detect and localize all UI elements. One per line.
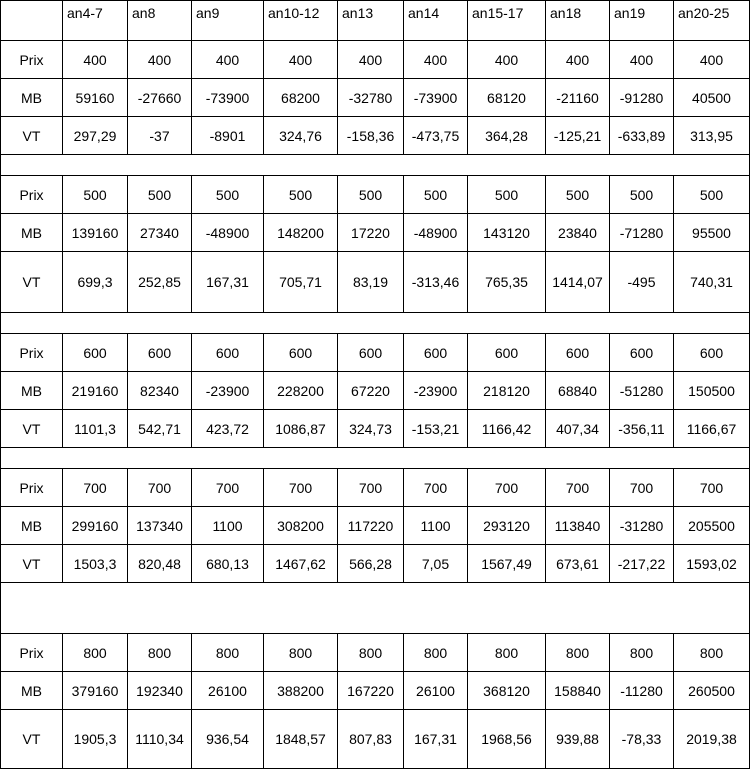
value-cell: 252,85 <box>128 252 192 313</box>
value-cell: 17220 <box>338 214 404 252</box>
value-cell: -51280 <box>610 372 674 410</box>
row-label: Prix <box>1 469 63 507</box>
value-cell: 800 <box>338 634 404 672</box>
value-cell: 400 <box>192 41 264 79</box>
value-cell: 800 <box>468 634 546 672</box>
table-row <box>1 214 750 252</box>
separator-cell <box>1 155 750 176</box>
value-cell: 7,05 <box>404 545 468 583</box>
value-cell: 113840 <box>546 507 610 545</box>
table-row <box>1 41 750 79</box>
table-row <box>1 545 750 583</box>
value-cell: 1100 <box>404 507 468 545</box>
value-cell: 400 <box>404 41 468 79</box>
row-label: VT <box>1 117 63 155</box>
value-cell: 68120 <box>468 79 546 117</box>
value-cell: 600 <box>63 334 128 372</box>
value-cell: 600 <box>192 334 264 372</box>
value-cell: 150500 <box>674 372 750 410</box>
value-cell: 500 <box>338 176 404 214</box>
value-cell: 400 <box>610 41 674 79</box>
value-cell: 324,73 <box>338 410 404 448</box>
value-cell: 500 <box>468 176 546 214</box>
value-cell: 1110,34 <box>128 710 192 769</box>
value-cell: 1166,67 <box>674 410 750 448</box>
value-cell: -23900 <box>404 372 468 410</box>
value-cell: 936,54 <box>192 710 264 769</box>
value-cell: 297,29 <box>63 117 128 155</box>
value-cell: 1567,49 <box>468 545 546 583</box>
value-cell: -48900 <box>192 214 264 252</box>
value-cell: 313,95 <box>674 117 750 155</box>
value-cell: 600 <box>674 334 750 372</box>
value-cell: 67220 <box>338 372 404 410</box>
row-label: MB <box>1 372 63 410</box>
value-cell: 40500 <box>674 79 750 117</box>
table-row <box>1 469 750 507</box>
table-row <box>1 710 750 769</box>
table-body <box>1 1 750 769</box>
separator-cell <box>1 313 750 334</box>
value-cell: 299160 <box>63 507 128 545</box>
value-cell: 400 <box>546 41 610 79</box>
value-cell: 308200 <box>264 507 338 545</box>
value-cell: 260500 <box>674 672 750 710</box>
table-row <box>1 372 750 410</box>
value-cell: 600 <box>546 334 610 372</box>
value-cell: -153,21 <box>404 410 468 448</box>
value-cell: 83,19 <box>338 252 404 313</box>
value-cell: 228200 <box>264 372 338 410</box>
table-row <box>1 79 750 117</box>
value-cell: -73900 <box>192 79 264 117</box>
row-label: Prix <box>1 41 63 79</box>
value-cell: 1968,56 <box>468 710 546 769</box>
value-cell: 600 <box>128 334 192 372</box>
value-cell: 192340 <box>128 672 192 710</box>
table-row <box>1 507 750 545</box>
value-cell: 218120 <box>468 372 546 410</box>
value-cell: 700 <box>338 469 404 507</box>
value-cell: 400 <box>674 41 750 79</box>
value-cell: 700 <box>610 469 674 507</box>
value-cell: 2019,38 <box>674 710 750 769</box>
row-label: MB <box>1 507 63 545</box>
value-cell: 820,48 <box>128 545 192 583</box>
value-cell: 167220 <box>338 672 404 710</box>
value-cell: 379160 <box>63 672 128 710</box>
value-cell: 600 <box>610 334 674 372</box>
value-cell: 68840 <box>546 372 610 410</box>
value-cell: 1101,3 <box>63 410 128 448</box>
table-row <box>1 252 750 313</box>
value-cell: -125,21 <box>546 117 610 155</box>
value-cell: 500 <box>404 176 468 214</box>
value-cell: 800 <box>128 634 192 672</box>
value-cell: 700 <box>468 469 546 507</box>
value-cell: 117220 <box>338 507 404 545</box>
header-cell: an9 <box>192 1 264 41</box>
value-cell: 765,35 <box>468 252 546 313</box>
separator-cell <box>1 448 750 469</box>
value-cell: 139160 <box>63 214 128 252</box>
header-cell: an4-7 <box>63 1 128 41</box>
table-row <box>1 176 750 214</box>
header-row <box>1 1 750 41</box>
separator-row <box>1 155 750 176</box>
value-cell: -8901 <box>192 117 264 155</box>
value-cell: 500 <box>264 176 338 214</box>
value-cell: -313,46 <box>404 252 468 313</box>
row-label: VT <box>1 545 63 583</box>
value-cell: -32780 <box>338 79 404 117</box>
value-cell: 400 <box>264 41 338 79</box>
value-cell: 600 <box>404 334 468 372</box>
value-cell: 1905,3 <box>63 710 128 769</box>
value-cell: 600 <box>338 334 404 372</box>
value-cell: 500 <box>610 176 674 214</box>
header-cell-corner <box>1 1 63 41</box>
value-cell: 23840 <box>546 214 610 252</box>
value-cell: 500 <box>63 176 128 214</box>
value-cell: 800 <box>404 634 468 672</box>
value-cell: 158840 <box>546 672 610 710</box>
value-cell: -91280 <box>610 79 674 117</box>
separator-cell <box>1 583 750 634</box>
value-cell: 700 <box>128 469 192 507</box>
value-cell: 600 <box>468 334 546 372</box>
value-cell: -71280 <box>610 214 674 252</box>
value-cell: 423,72 <box>192 410 264 448</box>
value-cell: 566,28 <box>338 545 404 583</box>
table-row <box>1 117 750 155</box>
value-cell: 800 <box>610 634 674 672</box>
value-cell: -495 <box>610 252 674 313</box>
value-cell: 400 <box>63 41 128 79</box>
separator-row <box>1 313 750 334</box>
value-cell: 26100 <box>192 672 264 710</box>
value-cell: 167,31 <box>404 710 468 769</box>
row-label: MB <box>1 672 63 710</box>
value-cell: 500 <box>128 176 192 214</box>
value-cell: 700 <box>63 469 128 507</box>
value-cell: 800 <box>63 634 128 672</box>
value-cell: 700 <box>264 469 338 507</box>
header-cell: an18 <box>546 1 610 41</box>
header-cell: an8 <box>128 1 192 41</box>
value-cell: 1467,62 <box>264 545 338 583</box>
value-cell: 364,28 <box>468 117 546 155</box>
value-cell: 400 <box>338 41 404 79</box>
value-cell: 700 <box>404 469 468 507</box>
value-cell: 68200 <box>264 79 338 117</box>
value-cell: 167,31 <box>192 252 264 313</box>
row-label: Prix <box>1 334 63 372</box>
value-cell: -37 <box>128 117 192 155</box>
value-cell: -11280 <box>610 672 674 710</box>
value-cell: 368120 <box>468 672 546 710</box>
value-cell: 219160 <box>63 372 128 410</box>
header-cell: an19 <box>610 1 674 41</box>
value-cell: 699,3 <box>63 252 128 313</box>
value-cell: 388200 <box>264 672 338 710</box>
value-cell: -78,33 <box>610 710 674 769</box>
value-cell: 740,31 <box>674 252 750 313</box>
table-row <box>1 672 750 710</box>
value-cell: -158,36 <box>338 117 404 155</box>
value-cell: 1166,42 <box>468 410 546 448</box>
table-row <box>1 410 750 448</box>
value-cell: -73900 <box>404 79 468 117</box>
header-cell: an13 <box>338 1 404 41</box>
value-cell: 26100 <box>404 672 468 710</box>
value-cell: 27340 <box>128 214 192 252</box>
header-cell: an15-17 <box>468 1 546 41</box>
row-label: VT <box>1 710 63 769</box>
value-cell: 500 <box>192 176 264 214</box>
value-cell: -31280 <box>610 507 674 545</box>
value-cell: -633,89 <box>610 117 674 155</box>
value-cell: 673,61 <box>546 545 610 583</box>
value-cell: 1848,57 <box>264 710 338 769</box>
value-cell: 700 <box>546 469 610 507</box>
value-cell: 205500 <box>674 507 750 545</box>
value-cell: 1503,3 <box>63 545 128 583</box>
value-cell: 500 <box>674 176 750 214</box>
value-cell: 59160 <box>63 79 128 117</box>
value-cell: 807,83 <box>338 710 404 769</box>
value-cell: 500 <box>546 176 610 214</box>
value-cell: 324,76 <box>264 117 338 155</box>
value-cell: 800 <box>192 634 264 672</box>
row-label: MB <box>1 214 63 252</box>
value-cell: -356,11 <box>610 410 674 448</box>
row-label: Prix <box>1 634 63 672</box>
value-cell: 400 <box>468 41 546 79</box>
header-cell: an10-12 <box>264 1 338 41</box>
value-cell: 407,34 <box>546 410 610 448</box>
value-cell: -48900 <box>404 214 468 252</box>
value-cell: 800 <box>264 634 338 672</box>
header-cell: an14 <box>404 1 468 41</box>
row-label: VT <box>1 410 63 448</box>
value-cell: -21160 <box>546 79 610 117</box>
value-cell: 1414,07 <box>546 252 610 313</box>
value-cell: 700 <box>674 469 750 507</box>
value-cell: 1086,87 <box>264 410 338 448</box>
value-cell: 148200 <box>264 214 338 252</box>
value-cell: 680,13 <box>192 545 264 583</box>
value-cell: -23900 <box>192 372 264 410</box>
row-label: VT <box>1 252 63 313</box>
value-cell: 600 <box>264 334 338 372</box>
value-cell: -217,22 <box>610 545 674 583</box>
value-cell: -473,75 <box>404 117 468 155</box>
value-cell: 137340 <box>128 507 192 545</box>
value-cell: -27660 <box>128 79 192 117</box>
value-cell: 800 <box>546 634 610 672</box>
value-cell: 82340 <box>128 372 192 410</box>
value-cell: 939,88 <box>546 710 610 769</box>
value-cell: 1593,02 <box>674 545 750 583</box>
value-cell: 705,71 <box>264 252 338 313</box>
value-cell: 293120 <box>468 507 546 545</box>
row-label: MB <box>1 79 63 117</box>
table-row <box>1 334 750 372</box>
value-cell: 700 <box>192 469 264 507</box>
value-cell: 542,71 <box>128 410 192 448</box>
table-row <box>1 634 750 672</box>
header-cell: an20-25 <box>674 1 750 41</box>
row-label: Prix <box>1 176 63 214</box>
value-cell: 143120 <box>468 214 546 252</box>
separator-row <box>1 448 750 469</box>
value-cell: 400 <box>128 41 192 79</box>
separator-row <box>1 583 750 634</box>
value-cell: 800 <box>674 634 750 672</box>
value-cell: 1100 <box>192 507 264 545</box>
value-cell: 95500 <box>674 214 750 252</box>
